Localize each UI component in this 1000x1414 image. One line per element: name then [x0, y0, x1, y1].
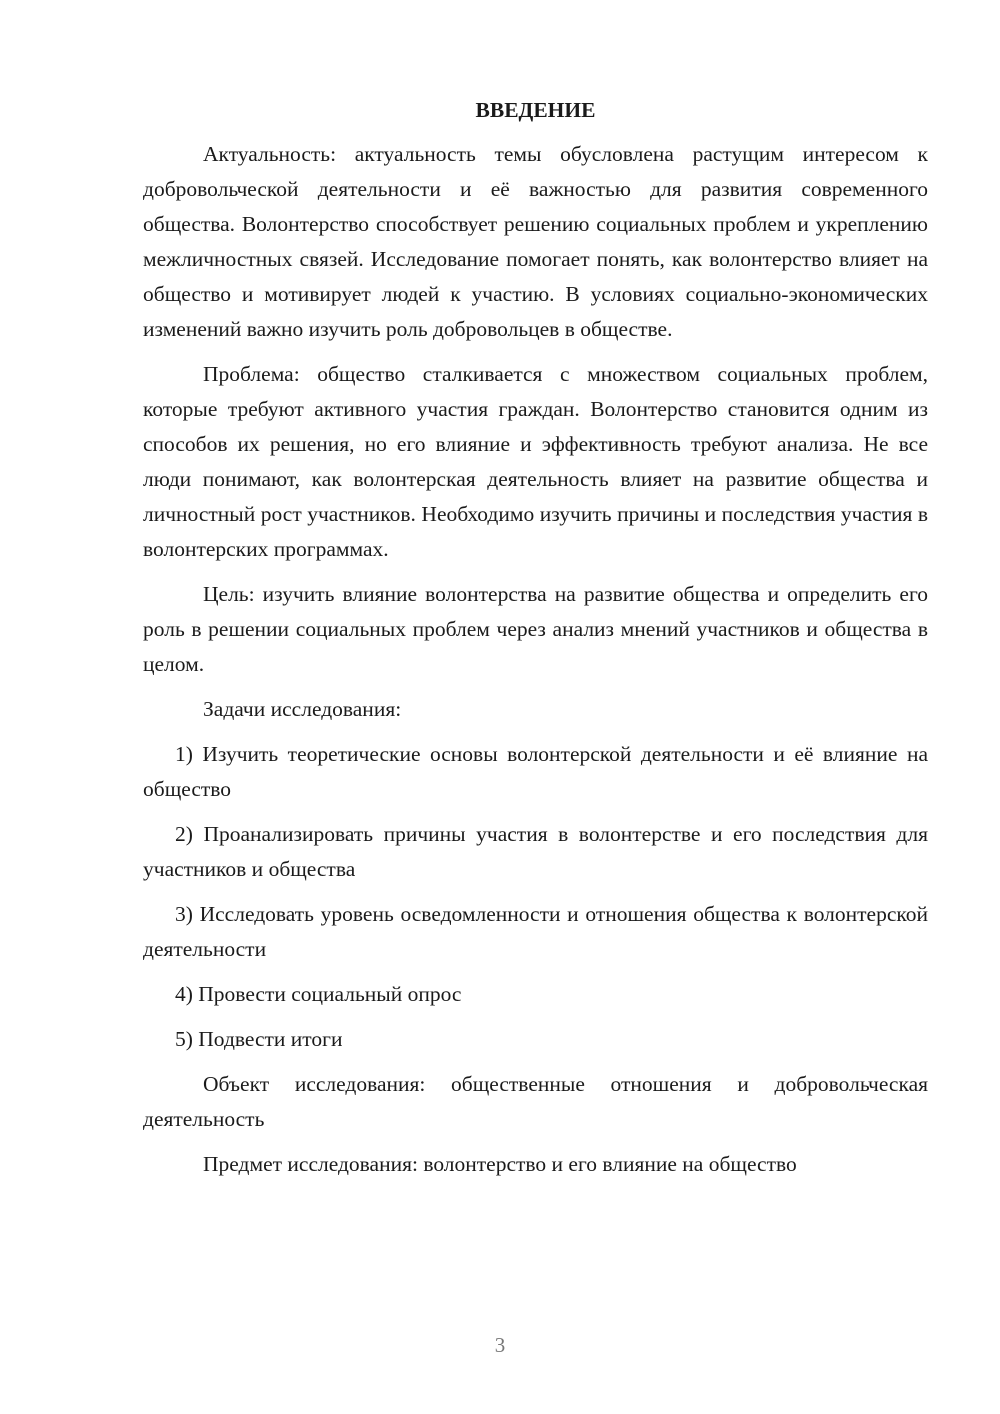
- tasks-list: [143, 737, 928, 1057]
- page-number: 3: [494, 1333, 506, 1357]
- page-content: [143, 95, 928, 1192]
- object-paragraph: Объект исследования: общественные отношения и добровольческая деятельность: [143, 1072, 928, 1131]
- task-item: 2) Проанализировать причины участия в волонтерстве и его последствия для участников и общества: [143, 822, 928, 881]
- task-item: 5) Подвести итоги: [175, 1027, 343, 1051]
- task-item: 1) Изучить теоретические основы волонтерской деятельности и её влияние на общество: [143, 742, 928, 801]
- task-item: 4) Провести социальный опрос: [175, 982, 462, 1006]
- subject-paragraph: Предмет исследования: волонтерство и его влияние на общество: [203, 1152, 797, 1176]
- tasks-heading: Задачи исследования:: [203, 697, 402, 721]
- relevance-paragraph: Актуальность: актуальность темы обусловлена растущим интересом к добровольческой деятельности и её важностью для развития современного общества. Волонтерство способствует решению социальных проблем и укреплению межличностных связей. Исследование помогает понять, как волонтерство влияет на общество и мотивирует людей к участию. В условиях социально-экономических изменений важно изучить роль добровольцев в обществе.: [143, 142, 928, 341]
- goal-paragraph: Цель: изучить влияние волонтерства на развитие общества и определить его роль в решении социальных проблем через анализ мнений участников и общества в целом.: [143, 582, 928, 676]
- page-title: ВВЕДЕНИЕ: [475, 98, 596, 122]
- problem-paragraph: Проблема: общество сталкивается с множеством социальных проблем, которые требуют активного участия граждан. Волонтерство становится одним из способов их решения, но его влияние и эффективность требуют анализа. Не все люди понимают, как волонтерская деятельность влияет на развитие общества и личностный рост участников. Необходимо изучить причины и последствия участия в волонтерских программах.: [143, 362, 928, 561]
- task-item: 3) Исследовать уровень осведомленности и отношения общества к волонтерской деятельности: [143, 902, 928, 961]
